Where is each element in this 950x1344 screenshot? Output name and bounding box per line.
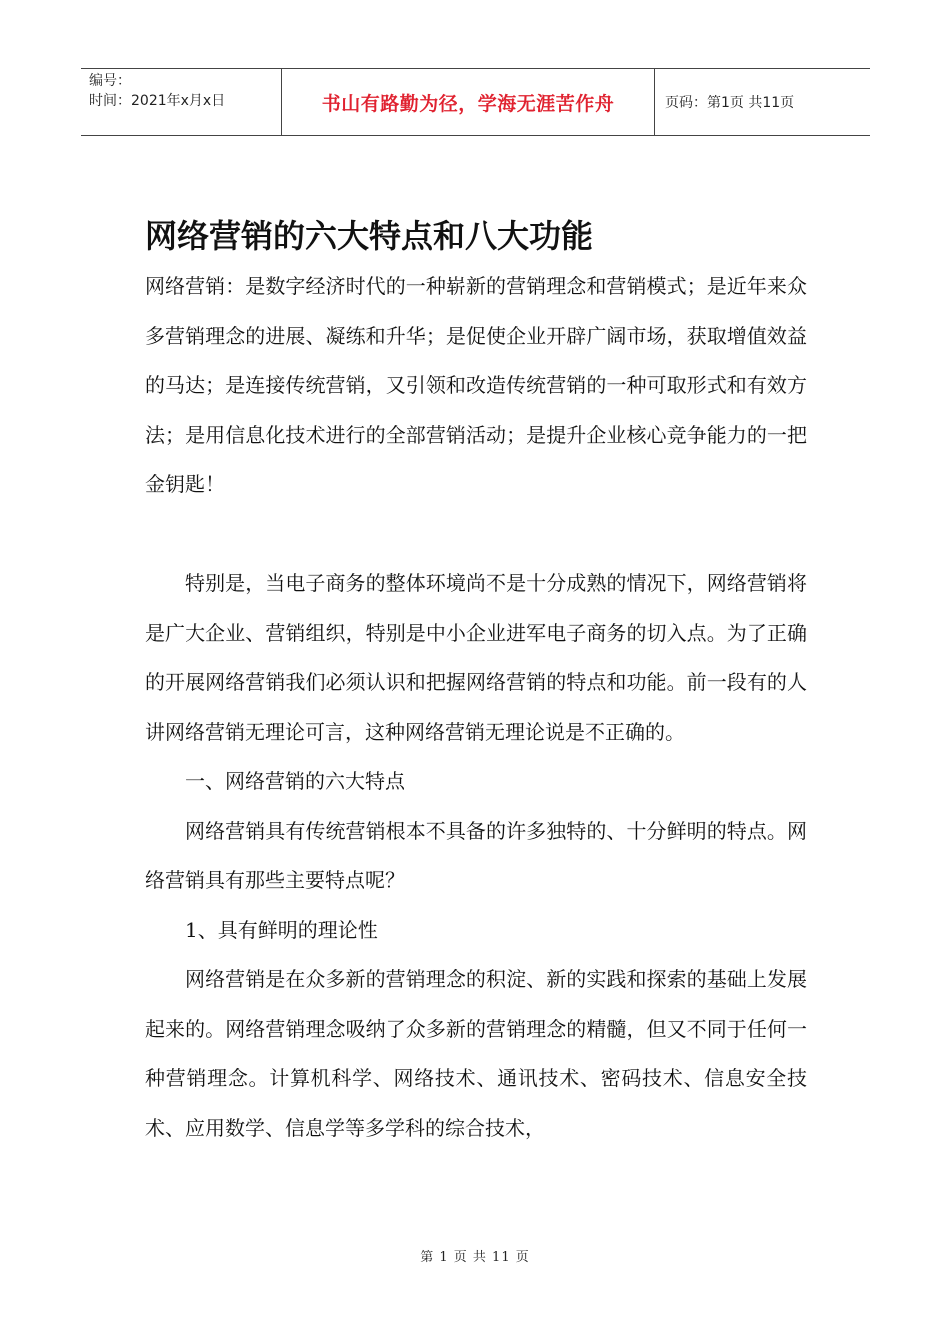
serial-number-label: 编号： [89,73,131,89]
body-paragraph: 特别是，当电子商务的整体环境尚不是十分成熟的情况下，网络营销将是广大企业、营销组织，特别是中小企业进军电子商务的切入点。为了正确的开展网络营销我们必须认识和把握网络营销的特点和功能。前一段有的人讲网络营销无理论可言，这种网络营销无理论说是不正确的。 [145,571,807,744]
document-body [145,262,807,1153]
header-meta [81,69,282,135]
document-title: 网络营销的六大特点和八大功能 [145,217,594,255]
body-paragraph: 网络营销是在众多新的营销理念的积淀、新的实践和探索的基础上发展起来的。网络营销理念吸纳了众多新的营销理念的精髓，但又不同于任何一种营销理念。计算机科学、网络技术、通讯技术、密码技术、信息安全技术、应用数学、信息学等多学科的综合技术， [145,967,807,1140]
body-paragraph: 网络营销具有传统营销根本不具备的许多独特的、十分鲜明的特点。网络营销具有那些主要特点呢？ [145,818,807,892]
header-motto: 书山有路勤为径，学海无涯苦作舟 [321,92,615,115]
document-header [81,68,870,136]
intro-paragraph: 网络营销：是数字经济时代的一种崭新的营销理念和营销模式；是近年来众多营销理念的进展、凝练和升华；是促使企业开辟广阔市场，获取增值效益的马达；是连接传统营销，又引领和改造传统营销的一种可取形式和有效方法；是用信息化技术进行的全部营销活动；是提升企业核心竞争能力的一把金钥匙！ [145,274,807,496]
subsection-heading: 1、具有鲜明的理论性 [185,917,378,942]
header-page-info: 页码：第1页 共11页 [665,95,795,111]
page-footer: 第 1 页 共 11 页 [420,1250,530,1265]
paragraph-spacer [145,510,807,560]
section-heading: 一、网络营销的六大特点 [185,769,405,793]
date-label: 时间：2021年x月x日 [89,93,226,109]
header-motto-cell [282,69,655,135]
